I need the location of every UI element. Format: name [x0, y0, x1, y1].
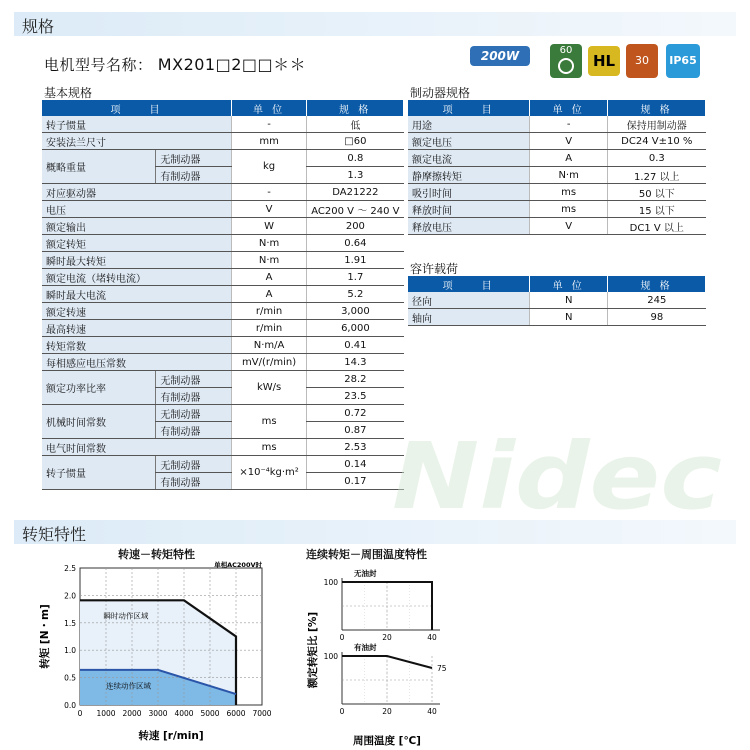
row-value: 1.91	[307, 252, 404, 269]
row-item: 额定转矩	[42, 235, 231, 252]
table-row	[42, 184, 404, 201]
x-tick-label: 0	[339, 707, 345, 716]
row-unit: -	[231, 116, 306, 133]
table-row	[408, 167, 706, 184]
y-axis-label: 额定转矩比 [%]	[307, 611, 319, 689]
torque-section-title: 转矩特性	[22, 525, 87, 544]
row-unit: N·m	[231, 252, 306, 269]
header-item: 项 目	[408, 100, 530, 116]
row-value: 0.17	[307, 473, 404, 490]
x-tick-label: 7000	[252, 709, 272, 718]
table-row	[42, 405, 404, 422]
row-sub-label: 有制动器	[156, 422, 232, 439]
x-tick-label: 6000	[226, 709, 246, 718]
x-tick-label: 1000	[96, 709, 116, 718]
end-value-label: 75	[437, 664, 447, 673]
header-value: 规 格	[608, 100, 706, 116]
row-value: 14.3	[307, 354, 404, 371]
row-value: 0.41	[307, 337, 404, 354]
row-item: 吸引时间	[408, 184, 530, 201]
table-row	[42, 286, 404, 303]
table-row	[42, 252, 404, 269]
table-row	[408, 150, 706, 167]
table-row	[408, 218, 706, 235]
x-tick-label: 0	[339, 633, 345, 642]
row-sub-label: 无制动器	[156, 456, 232, 473]
row-value: 5.2	[307, 286, 404, 303]
row-unit: r/min	[231, 320, 306, 337]
load-spec-table	[408, 276, 706, 326]
table-row	[408, 116, 706, 133]
row-value: 3,000	[307, 303, 404, 320]
model-label: 电机型号名称：	[44, 56, 153, 74]
y-tick-label: 2.0	[64, 591, 76, 601]
row-item: 额定输出	[42, 218, 231, 235]
row-unit: N	[530, 292, 608, 309]
spec-section-title: 规格	[22, 17, 55, 36]
table-row	[42, 456, 404, 473]
table-row	[42, 337, 404, 354]
row-unit: V	[530, 218, 608, 235]
brake-spec-table	[408, 100, 706, 235]
row-unit: kW/s	[231, 371, 306, 405]
row-value: DC24 V±10 %	[608, 133, 706, 150]
row-value: 低	[307, 116, 404, 133]
30-badge: 30	[626, 44, 658, 78]
header-unit: 单 位	[530, 100, 608, 116]
row-item: 转子惯量	[42, 116, 231, 133]
row-item: 安装法兰尺寸	[42, 133, 231, 150]
table-row	[42, 235, 404, 252]
200w-badge: 200W	[470, 46, 530, 66]
row-item: 电压	[42, 201, 231, 218]
row-value: 保持用制动器	[608, 116, 706, 133]
spec-section-band	[14, 12, 736, 36]
row-item: 每相感应电压常数	[42, 354, 231, 371]
row-item: 额定转速	[42, 303, 231, 320]
x-axis-label: 周围温度 [℃]	[353, 735, 421, 747]
row-item: 转子惯量	[42, 456, 156, 490]
table-row	[42, 354, 404, 371]
row-value: 6,000	[307, 320, 404, 337]
row-item: 瞬时最大电流	[42, 286, 231, 303]
table-row	[42, 303, 404, 320]
row-item: 静摩擦转矩	[408, 167, 530, 184]
y-tick-label: 100	[323, 652, 338, 661]
brake-spec-title: 制动器规格	[410, 86, 471, 100]
y-tick-label: 1.5	[64, 618, 76, 628]
y-tick-label: 0.5	[64, 673, 76, 683]
row-value: 0.14	[307, 456, 404, 473]
row-unit: N·m	[231, 235, 306, 252]
row-unit: kg	[231, 150, 306, 184]
row-sub-label: 无制动器	[156, 405, 232, 422]
temp-torque-chart-title: 连续转矩－周围温度特性	[306, 548, 427, 561]
row-item: 瞬时最大转矩	[42, 252, 231, 269]
speed-torque-chart-title: 转速－转矩特性	[118, 548, 195, 561]
load-spec-title: 容许载荷	[410, 262, 459, 276]
row-value: 50 以下	[608, 184, 706, 201]
x-tick-label: 4000	[174, 709, 194, 718]
table-row	[42, 371, 404, 388]
row-item: 释放电压	[408, 218, 530, 235]
row-unit: ms	[530, 201, 608, 218]
x-tick-label: 5000	[200, 709, 220, 718]
row-item: 用途	[408, 116, 530, 133]
row-value: 0.3	[608, 150, 706, 167]
row-value: 1.27 以上	[608, 167, 706, 184]
table-row	[42, 150, 404, 167]
row-item: 概略重量	[42, 150, 156, 184]
row-item: 对应驱动器	[42, 184, 231, 201]
continuous-region-label: 连续动作区域	[106, 681, 151, 691]
row-sub-label: 无制动器	[156, 150, 232, 167]
y-tick-label: 100	[323, 578, 338, 587]
instant-region-label: 瞬时动作区域	[103, 611, 149, 621]
table-row	[42, 201, 404, 218]
row-unit: mm	[231, 133, 306, 150]
model-line	[44, 52, 306, 75]
row-item: 释放时间	[408, 201, 530, 218]
row-unit: mV/(r/min)	[231, 354, 306, 371]
panel-label: 有油封	[354, 643, 377, 652]
nidec-watermark-logo	[392, 432, 722, 516]
table-row	[408, 309, 706, 326]
row-sub-label: 有制动器	[156, 388, 232, 405]
basic-spec-table	[42, 100, 404, 490]
speed-torque-chart	[34, 560, 290, 750]
ip65-badge: IP65	[666, 44, 700, 78]
row-sub-label: 有制动器	[156, 473, 232, 490]
row-unit: r/min	[231, 303, 306, 320]
row-sub-label: 有制动器	[156, 167, 232, 184]
row-unit: V	[231, 201, 306, 218]
header-value: 规 格	[608, 276, 706, 292]
y-tick-label: 0.0	[64, 701, 76, 710]
row-value: 0.8	[307, 150, 404, 167]
header-item: 项 目	[42, 100, 231, 116]
temp-torque-chart	[296, 560, 466, 750]
row-value: 1.3	[307, 167, 404, 184]
row-unit: N	[530, 309, 608, 326]
row-item: 机械时间常数	[42, 405, 156, 439]
row-value: DC1 V 以上	[608, 218, 706, 235]
row-value: 0.64	[307, 235, 404, 252]
header-unit: 单 位	[530, 276, 608, 292]
table-row	[42, 218, 404, 235]
table-row	[42, 439, 404, 456]
table-row	[42, 133, 404, 150]
row-sub-label: 无制动器	[156, 371, 232, 388]
row-unit: A	[530, 150, 608, 167]
table-row	[42, 269, 404, 286]
torque-section-band	[14, 520, 736, 544]
header-value: 规 格	[307, 100, 404, 116]
row-value: 0.87	[307, 422, 404, 439]
x-tick-label: 40	[427, 633, 437, 642]
row-value: DA21222	[307, 184, 404, 201]
svg-text:Nidec: Nidec	[392, 432, 722, 516]
header-unit: 单 位	[231, 100, 306, 116]
hl-badge: HL	[588, 46, 620, 76]
panel-label: 无油封	[354, 569, 377, 578]
x-tick-label: 2000	[122, 709, 142, 718]
row-value: 1.7	[307, 269, 404, 286]
y-tick-label: 2.5	[64, 564, 76, 573]
row-value: 2.53	[307, 439, 404, 456]
basic-spec-title: 基本规格	[44, 86, 93, 100]
row-unit: ms	[231, 405, 306, 439]
row-unit: N·m	[530, 167, 608, 184]
row-item: 径向	[408, 292, 530, 309]
row-item: 额定功率比率	[42, 371, 156, 405]
60sq-badge: 60	[550, 44, 582, 78]
row-unit: ms	[231, 439, 306, 456]
x-tick-label: 0	[77, 709, 83, 718]
row-value: 23.5	[307, 388, 404, 405]
row-value: 28.2	[307, 371, 404, 388]
table-row	[42, 116, 404, 133]
y-axis-label: 转矩 [N・m]	[39, 604, 51, 669]
row-item: 转矩常数	[42, 337, 231, 354]
row-value: 0.72	[307, 405, 404, 422]
row-unit: N·m/A	[231, 337, 306, 354]
row-unit: -	[530, 116, 608, 133]
row-item: 额定电压	[408, 133, 530, 150]
table-row	[408, 292, 706, 309]
row-item: 最高转速	[42, 320, 231, 337]
row-unit: A	[231, 269, 306, 286]
header-item: 项 目	[408, 276, 530, 292]
table-row	[408, 201, 706, 218]
x-tick-label: 40	[427, 707, 437, 716]
row-value: AC200 V ～ 240 V	[307, 201, 404, 218]
row-unit: ms	[530, 184, 608, 201]
model-code: MX201□2□□＊＊	[157, 55, 307, 74]
row-unit: -	[231, 184, 306, 201]
row-value: □60	[307, 133, 404, 150]
voltage-note: 单相AC200V时	[214, 561, 262, 569]
row-unit: V	[530, 133, 608, 150]
x-tick-label: 20	[382, 707, 392, 716]
y-tick-label: 1.0	[64, 646, 76, 656]
x-tick-label: 20	[382, 633, 392, 642]
row-value: 98	[608, 309, 706, 326]
row-item: 额定电流（堵转电流）	[42, 269, 231, 286]
table-row	[42, 320, 404, 337]
row-value: 200	[307, 218, 404, 235]
row-item: 轴向	[408, 309, 530, 326]
row-unit: ×10⁻⁴kg·m²	[231, 456, 306, 490]
table-row	[408, 133, 706, 150]
row-value: 15 以下	[608, 201, 706, 218]
x-tick-label: 3000	[148, 709, 168, 718]
table-row	[408, 184, 706, 201]
row-item: 额定电流	[408, 150, 530, 167]
row-item: 电气时间常数	[42, 439, 231, 456]
row-value: 245	[608, 292, 706, 309]
x-axis-label: 转速 [r/min]	[138, 730, 204, 742]
row-unit: A	[231, 286, 306, 303]
row-unit: W	[231, 218, 306, 235]
